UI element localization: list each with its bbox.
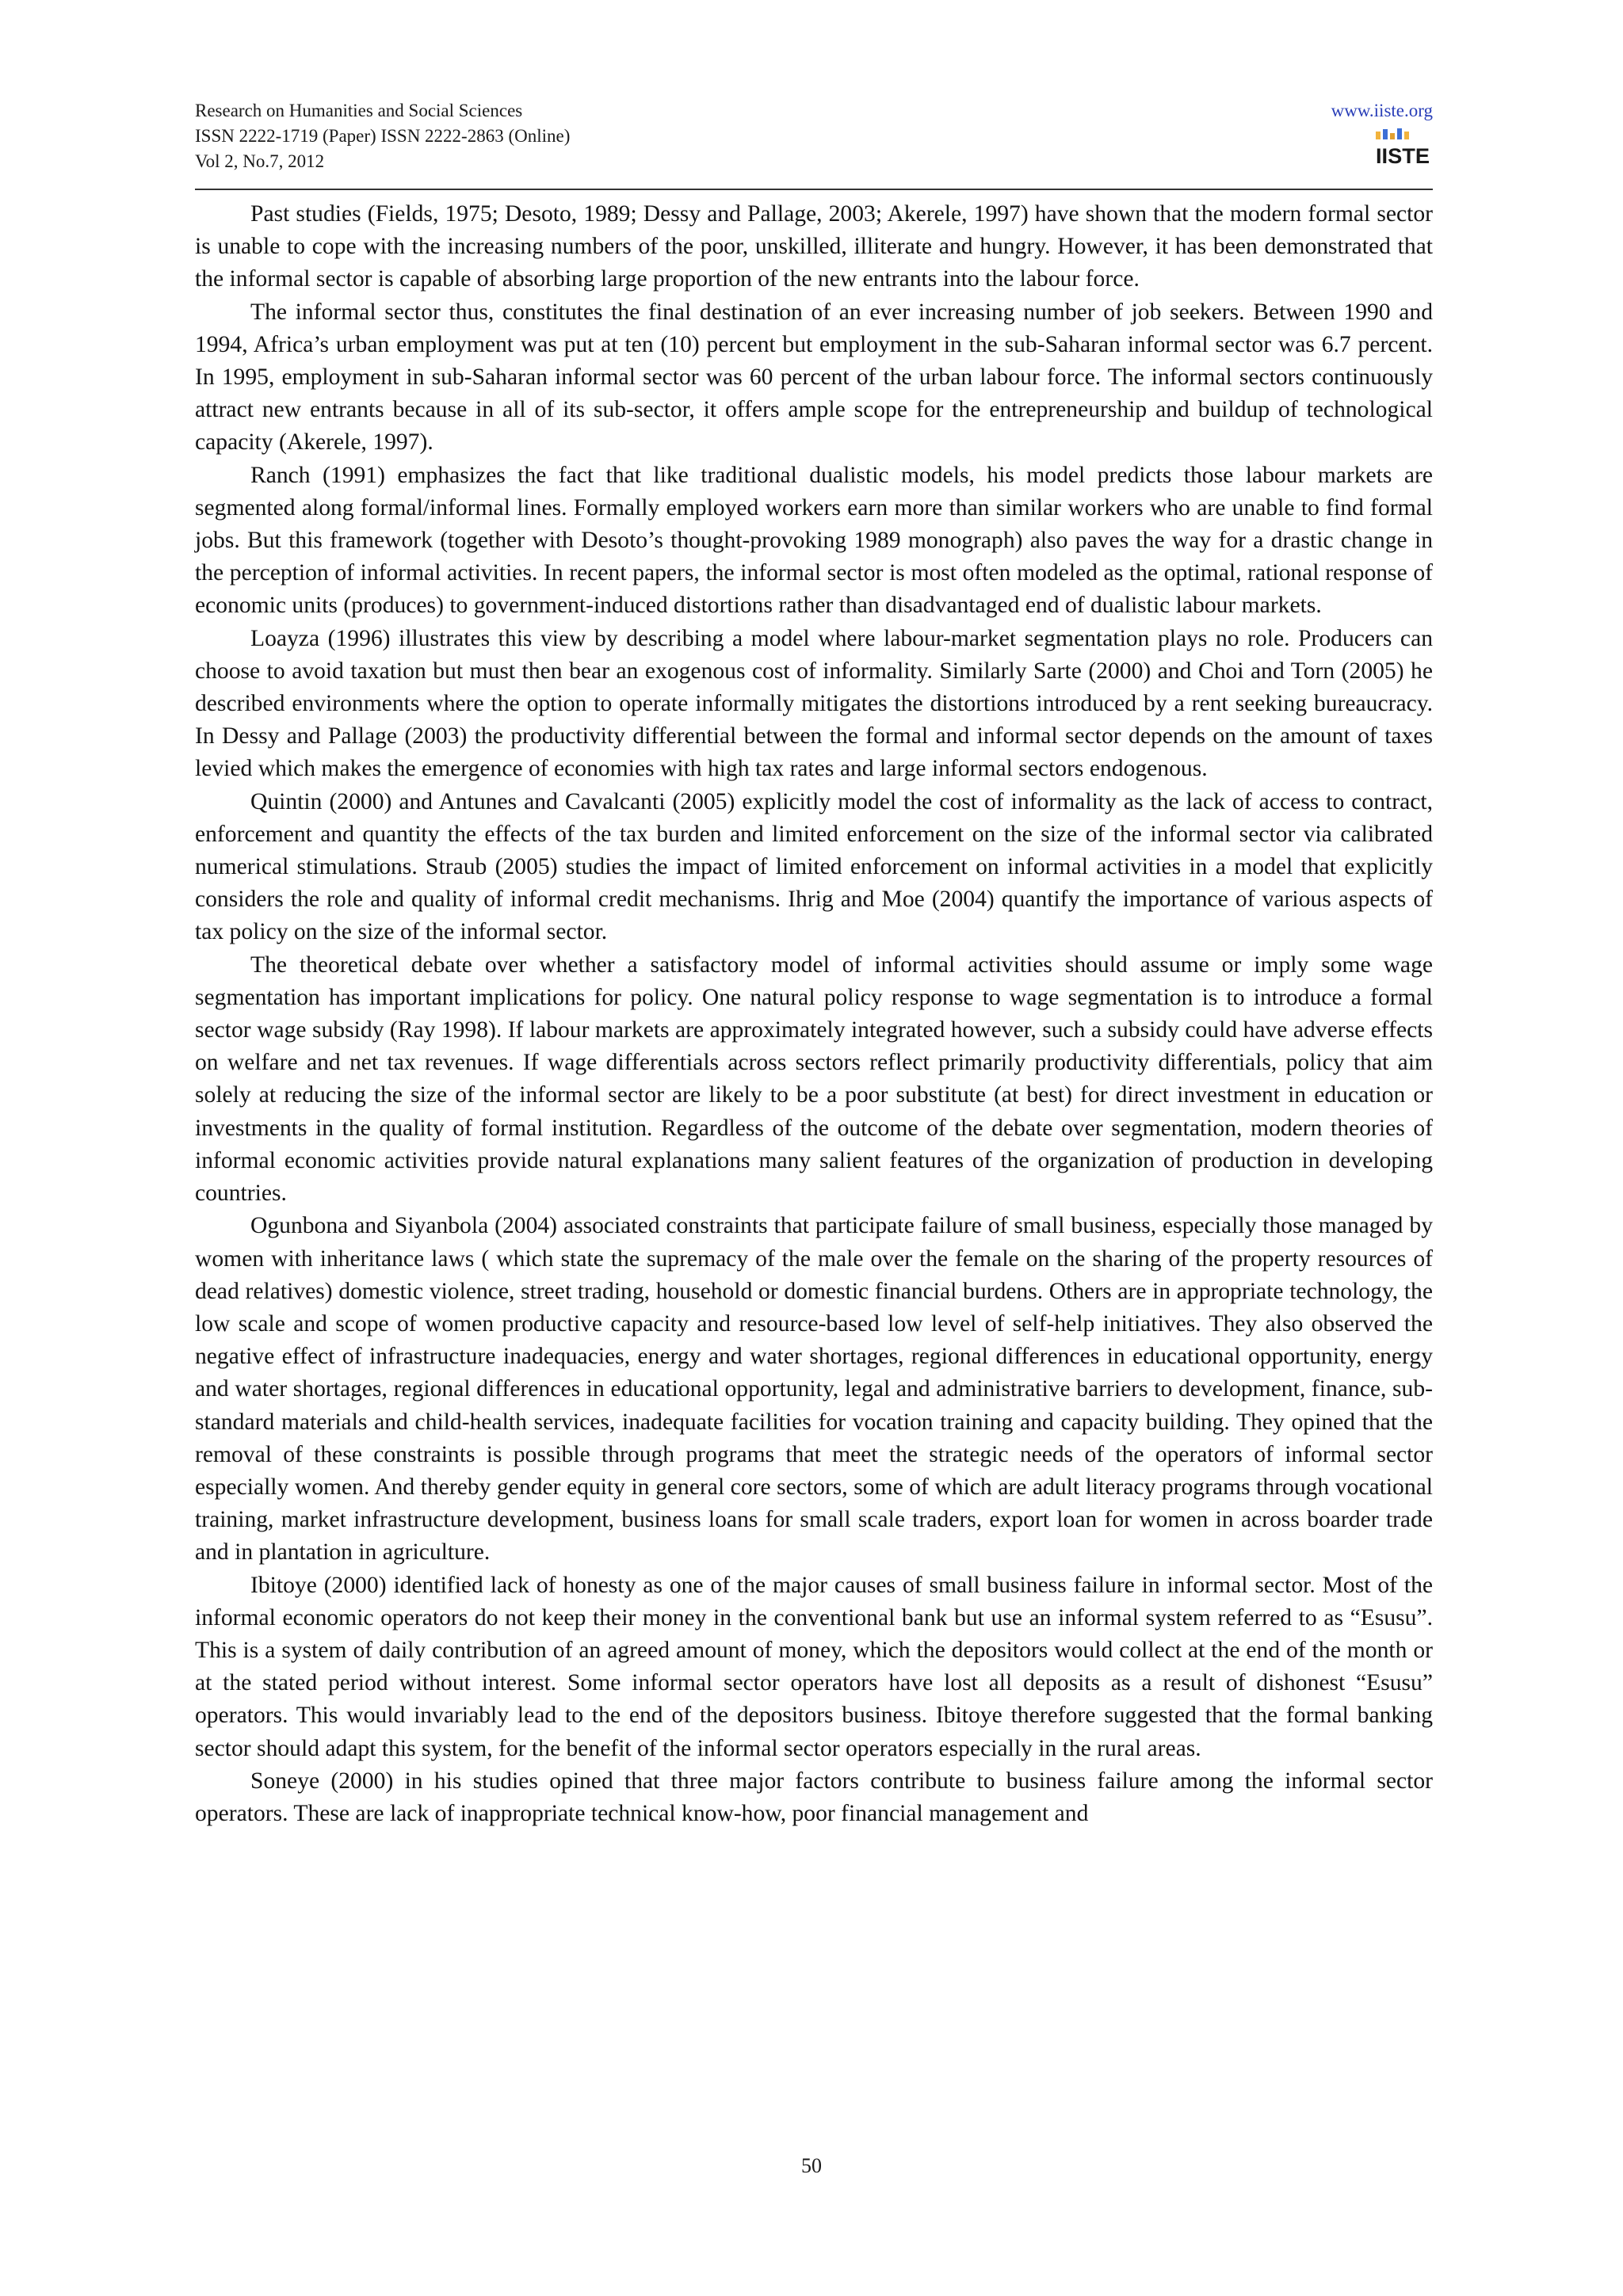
page-number: 50 (801, 2154, 822, 2177)
website-link[interactable]: www.iiste.org (1331, 101, 1433, 120)
paragraph: Ibitoye (2000) identified lack of honesty as one of the major causes of small business failure in informal sector. Most of the informal economic operators do not keep their money in the conventional bank but use an informal system referred to as “Esusu”. This is a system of daily contribution of an agreed amount of money, which the depositors would collect at the end of the month or at the stated period without interest. Some informal sector operators have lost all deposits as a result of dishonest “Esusu” operators. This would invariably lead to the end of the depositors business. Ibitoye therefore suggested that the formal banking sector should adapt this system, for the benefit of the informal sector operators especially in the rural areas. (195, 1572, 1433, 1761)
logo-bar-3 (1390, 133, 1395, 139)
paragraph: Ranch (1991) emphasizes the fact that like traditional dualistic models, his model predicts those labour markets are segmented along formal/informal lines. Formally employed workers earn more than similar workers who are unable to find formal jobs. But this framework (together with Desoto’s thought-provoking 1989 monograph) also paves the way for a drastic change in the perception of informal activities. In recent papers, the informal sector is most often modeled as the optimal, rational response of economic units (produces) to government-induced distortions rather than disadvantaged end of dualistic labour markets. (195, 462, 1433, 619)
journal-info (195, 98, 570, 174)
logo-text: IISTE (1376, 144, 1430, 168)
paragraph: Past studies (Fields, 1975; Desoto, 1989; Dessy and Pallage, 2003; Akerele, 1997) have shown that the modern formal sector is unable to cope with the increasing numbers of the poor, unskilled, illiterate and hungry. However, it has been demonstrated that the informal sector is capable of absorbing large proportion of the new entrants into the labour force. (195, 201, 1433, 292)
iiste-logo (1373, 127, 1433, 168)
paragraph: Soneye (2000) in his studies opined that three major factors contribute to business failure among the informal sector operators. These are lack of inappropriate technical know-how, poor financial management and (195, 1768, 1433, 1826)
header-divider (195, 189, 1433, 190)
paragraph: Quintin (2000) and Antunes and Cavalcanti (2005) explicitly model the cost of informality as the lack of access to contract, enforcement and quantity the effects of the tax burden and limited enforcement on the size of the informal sector via calibrated numerical stimulations. Straub (2005) studies the impact of limited enforcement on informal activities in a model that explicitly considers the role and quality of informal credit mechanisms. Ihrig and Moe (2004) quantify the importance of various aspects of tax policy on the size of the informal sector. (195, 788, 1433, 945)
paragraph: The informal sector thus, constitutes the final destination of an ever increasing number of job seekers. Between 1990 and 1994, Africa’s urban employment was put at ten (10) percent but employment in the sub-Saharan informal sector was 6.7 percent. In 1995, employment in sub-Saharan informal sector was 60 percent of the urban labour force. The informal sectors continuously attract new entrants because in all of its sub-sector, it offers ample scope for the entrepreneurship and buildup of technological capacity (Akerele, 1997). (195, 299, 1433, 456)
paragraph: The theoretical debate over whether a satisfactory model of informal activities should assume or imply some wage segmentation has important implications for policy. One natural policy response to wage segmentation is to introduce a formal sector wage subsidy (Ray 1998). If labour markets are approximately integrated however, such a subsidy could have adverse effects on welfare and net tax revenues. If wage differentials across sectors reflect primarily productivity differentials, policy that aim solely at reducing the size of the informal sector are likely to be a poor substitute (at best) for direct investment in education or investments in the quality of formal institution. Regardless of the outcome of the debate over segmentation, modern theories of informal economic activities provide natural explanations many salient features of the organization of production in developing countries. (195, 952, 1433, 1207)
logo-bar-4 (1397, 128, 1402, 139)
article-body (195, 198, 1433, 1830)
logo-bar-5 (1404, 132, 1409, 139)
logo-bar-1 (1376, 132, 1381, 139)
page-header (195, 98, 1433, 185)
publisher-info (1331, 98, 1433, 124)
issn-line: ISSN 2222-1719 (Paper) ISSN 2222-2863 (Online) (195, 126, 571, 146)
paragraph: Ogunbona and Siyanbola (2004) associated constraints that participate failure of small business, especially those managed by women with inheritance laws ( which state the supremacy of the male over the female on the sharing of the property resources of dead relatives) domestic violence, street trading, household or domestic financial burdens. Others are in appropriate technology, the low scale and scope of women productive capacity and resource-based low level of self-help initiatives. They also observed the negative effect of infrastructure inadequacies, energy and water shortages, regional differences in educational opportunity, energy and water shortages, regional differences in educational opportunity, legal and administrative barriers to development, finance, sub-standard materials and child-health services, inadequate facilities for vocation training and capacity building. They opined that the removal of these constraints is possible through programs that meet the strategic needs of the operators of informal sector especially women. And thereby gender equity in general core sectors, some of which are adult literacy programs through vocational training, market infrastructure development, business loans for small scale traders, export loan for women in across boarder trade and in plantation in agriculture. (195, 1213, 1433, 1566)
logo-bar-2 (1383, 129, 1388, 139)
journal-title: Research on Humanities and Social Sciences (195, 101, 523, 120)
paragraph: Loayza (1996) illustrates this view by describing a model where labour-market segmentation plays no role. Producers can choose to avoid taxation but must then bear an exogenous cost of informality. Similarly Sarte (2000) and Choi and Torn (2005) he described environments where the option to operate informally mitigates the distortions introduced by a rent seeking bureaucracy. In Dessy and Pallage (2003) the productivity differential between the formal and informal sector depends on the amount of taxes levied which makes the emergence of economies with high tax rates and large informal sectors endogenous. (195, 625, 1433, 782)
volume-line: Vol 2, No.7, 2012 (195, 151, 325, 171)
